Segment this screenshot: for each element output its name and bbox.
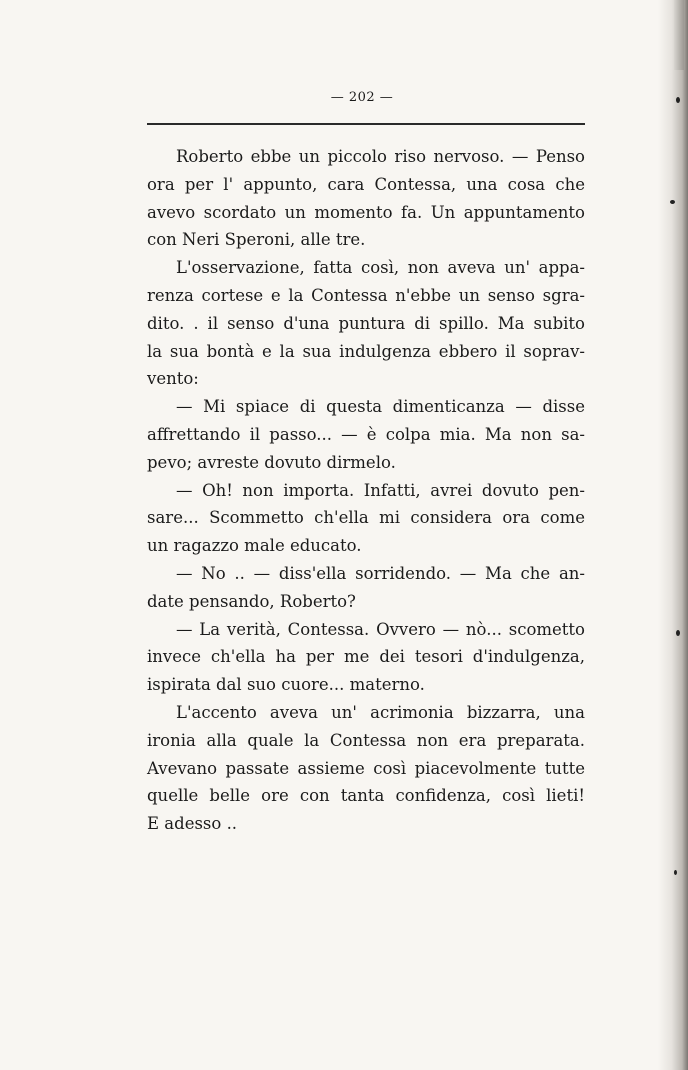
- text-line: renza cortese e la Contessa n'ebbe un senso sgra-: [147, 285, 585, 305]
- header-rule: [147, 123, 585, 125]
- text-line: Avevano passate assieme così piacevolmente tutte: [147, 758, 585, 778]
- text-line: avevo scordato un momento fa. Un appuntamento: [147, 202, 585, 222]
- ink-speck: [670, 200, 675, 204]
- ink-speck: [674, 870, 677, 875]
- body-text: [147, 143, 597, 838]
- text-line: Roberto ebbe un piccolo riso nervoso. — Penso: [176, 147, 585, 166]
- text-line: L'accento aveva un' acrimonia bizzarra, una: [176, 702, 585, 722]
- text-line: quelle belle ore con tanta confidenza, così lieti!: [147, 786, 585, 806]
- text-line: ora per l' appunto, cara Contessa, una cosa che: [147, 174, 585, 194]
- page-number: — 202 —: [330, 90, 394, 105]
- text-line: un ragazzo male educato.: [147, 536, 362, 556]
- page-binding-edge: [658, 0, 688, 1070]
- text-line: con Neri Speroni, alle tre.: [147, 230, 366, 250]
- text-line: date pensando, Roberto?: [147, 591, 356, 611]
- text-line: — Mi spiace di questa dimenticanza — disse: [176, 397, 585, 417]
- text-line: E adesso ..: [147, 814, 238, 834]
- text-line: la sua bontà e la sua indulgenza ebbero il soprav-: [147, 341, 585, 361]
- text-line: sare... Scommetto ch'ella mi considera ora come: [147, 508, 585, 528]
- text-line: affrettando il passo... — è colpa mia. Ma non sa-: [147, 424, 585, 444]
- text-line: dito. . il senso d'una puntura di spillo. Ma subito: [147, 313, 585, 333]
- ink-speck: [676, 630, 680, 636]
- text-line: invece ch'ella ha per me dei tesori d'indulgenza,: [147, 647, 585, 667]
- text-line: — La verità, Contessa. Ovvero — nò... scometto: [176, 619, 585, 639]
- text-line: ironia alla quale la Contessa non era preparata.: [147, 730, 585, 750]
- text-line: pevo; avreste dovuto dirmelo.: [147, 452, 396, 472]
- text-line: ispirata dal suo cuore... materno.: [147, 675, 425, 695]
- text-line: L'osservazione, fatta così, non aveva un' appa-: [176, 258, 585, 278]
- text-line: vento:: [147, 369, 199, 389]
- text-line: — Oh! non importa. Infatti, avrei dovuto pen-: [176, 480, 585, 500]
- text-line: — No .. — diss'ella sorridendo. — Ma che an-: [176, 563, 585, 583]
- page-binding-strip: [674, 0, 684, 70]
